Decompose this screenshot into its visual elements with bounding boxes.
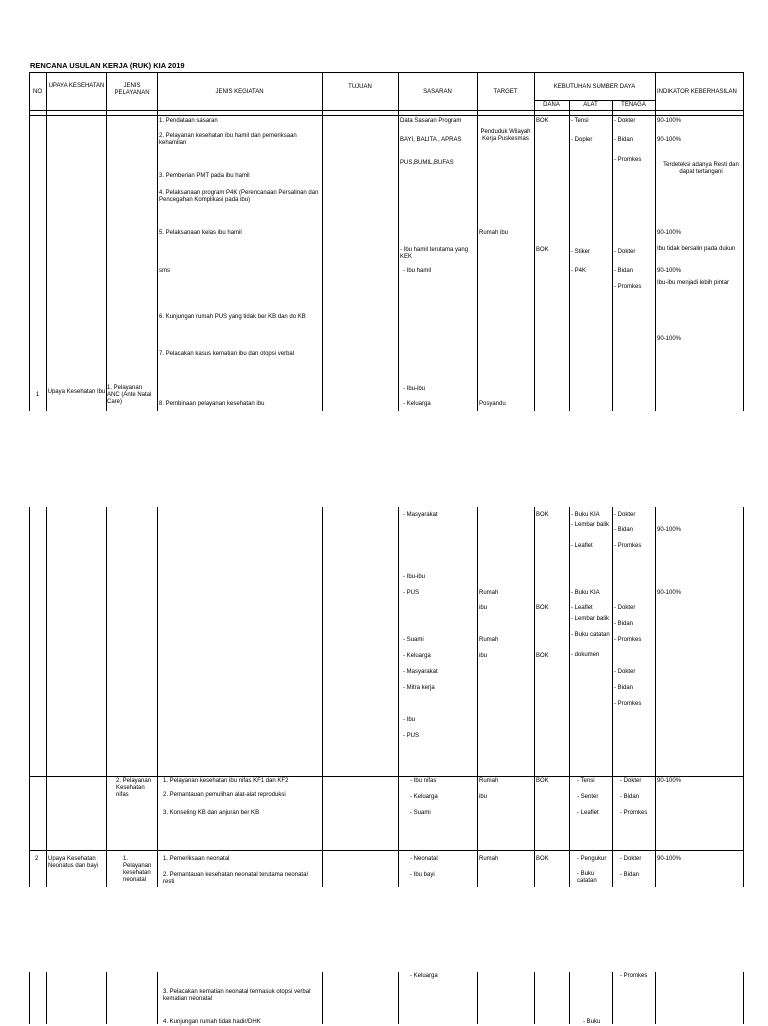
indikator-item: 90-100% bbox=[657, 118, 682, 124]
tenaga-item: - Promkes bbox=[614, 701, 642, 707]
kegiatan-item: 3. Konseling KB dan anjuran ber KB bbox=[163, 810, 260, 816]
kegiatan-item: 1. Pendataan sasaran bbox=[159, 118, 218, 124]
jenis-pelayanan: 2. Pelayanan Kesehatan nifas bbox=[116, 778, 152, 798]
tenaga-item: - Promkes bbox=[614, 284, 642, 290]
sasaran-item: - Ibu-ibu bbox=[403, 386, 426, 392]
tenaga-item: - Bidan bbox=[614, 621, 634, 627]
tenaga-item: - Bidan bbox=[614, 527, 634, 533]
alat-item: - dokumen bbox=[571, 652, 600, 658]
kegiatan-item: 2. Pelayanan kesehatan ibu hamil dan pemeriksaan kehamilan bbox=[159, 133, 297, 146]
indikator-item: Ibu-ibu menjadi lebih pintar bbox=[657, 280, 730, 286]
target-item: Penduduk Wilayah Kerja Puskesmas bbox=[480, 129, 531, 142]
kegiatan-item: 2. Pemantauan kesehatan neonatal terutama neonatal resti bbox=[163, 872, 308, 885]
upaya-kesehatan: Upaya Kesehatan Ibu bbox=[47, 389, 106, 395]
target-item: ibu bbox=[479, 653, 488, 659]
header-dana: DANA bbox=[543, 102, 560, 108]
row-no: 1 bbox=[35, 392, 40, 398]
tenaga-item: - Dokter bbox=[620, 856, 642, 862]
alat-item: - Tensi bbox=[571, 118, 589, 124]
kegiatan-item: 2. Pemantauan pemulihan alat-alat reproduksi bbox=[163, 792, 286, 798]
alat-item: - Buku KIA bbox=[571, 512, 600, 518]
alat-item: - Buku KIA bbox=[571, 590, 600, 596]
sasaran-item: BAYI, BALITA , APRAS bbox=[400, 137, 462, 143]
header-indikator-keberhasilan: INDIKATOR KEBERHASILAN bbox=[657, 89, 737, 95]
sasaran-item: - Neonatal bbox=[410, 856, 438, 862]
header-kebutuhan-sumber-daya: KEBUTUHAN SUMBER DAYA bbox=[553, 84, 636, 90]
indikator-item: 90-100% bbox=[657, 856, 682, 862]
document-title: RENCANA USULAN KERJA (RUK) KIA 2019 bbox=[30, 61, 185, 70]
tenaga-item: - Dokter bbox=[614, 249, 636, 255]
tenaga-item: - Bidan bbox=[620, 794, 640, 800]
sasaran-item: PUS,BUMIL,BUFAS bbox=[400, 160, 454, 166]
tenaga-item: - Bidan bbox=[614, 137, 634, 143]
jenis-pelayanan: 1. Pelayanan ANC (Ante Natal Care) bbox=[107, 385, 152, 405]
header-tujuan: TUJUAN bbox=[348, 84, 372, 90]
header-target: TARGET bbox=[493, 89, 518, 95]
header-tenaga: TENAGA bbox=[621, 102, 646, 108]
kegiatan-item: 3. Pelacakan kematian neonatal termasuk otopsi verbal kematian neonatal bbox=[163, 989, 311, 1002]
sasaran-item: - Ibu hamil bbox=[403, 268, 432, 274]
target-item: Posyandu bbox=[479, 401, 506, 407]
tenaga-item: - Dokter bbox=[614, 512, 636, 518]
alat-item: - Buku bbox=[583, 1019, 601, 1025]
header-jenis-kegiatan: JENIS KEGIATAN bbox=[215, 89, 264, 95]
indikator-item: 90-100% bbox=[657, 590, 682, 596]
tenaga-item: - Bidan bbox=[620, 872, 640, 878]
indikator-item: Ibu tidak bersalin pada dukun bbox=[657, 246, 736, 252]
dana-item: BOK bbox=[536, 605, 549, 611]
alat-item: - Senter bbox=[577, 794, 599, 800]
kegiatan-item: 8. Pembinaan pelayanan kesehatan ibu bbox=[159, 401, 265, 407]
alat-item: - P4K bbox=[571, 268, 587, 274]
sasaran-item: - Ibu-ibu bbox=[403, 574, 426, 580]
tenaga-item: - Promkes bbox=[614, 543, 642, 549]
alat-item: - Buku catatan bbox=[577, 871, 597, 884]
kegiatan-item: sms bbox=[159, 268, 170, 274]
indikator-item: 90-100% bbox=[657, 230, 682, 236]
target-item: Rumah ibu bbox=[479, 230, 509, 236]
dana-item: BOK bbox=[536, 512, 549, 518]
kegiatan-item: 1. Pelayanan kesehatan ibu nifas KF1 dan KF2 bbox=[163, 778, 289, 784]
alat-item: - Pengukur bbox=[577, 856, 607, 862]
sasaran-item: - Masyarakat bbox=[403, 512, 438, 518]
dana-item: BOK bbox=[536, 653, 549, 659]
row-no: 2 bbox=[35, 856, 39, 862]
header-upaya-kesehatan: UPAYA KESEHATAN bbox=[48, 83, 105, 89]
indikator-item: 90-100% bbox=[657, 778, 682, 784]
alat-item: - Dopler bbox=[571, 137, 593, 143]
target-item: Rumah bbox=[479, 590, 499, 596]
alat-item: - Leaflet bbox=[571, 543, 593, 549]
sasaran-item: - Ibu bayi bbox=[410, 872, 435, 878]
sasaran-item: - Keluarga bbox=[410, 973, 438, 979]
kegiatan-item: 6. Kunjungan rumah PUS yang tidak ber KB dan do KB bbox=[159, 314, 306, 320]
tenaga-item: - Bidan bbox=[614, 268, 634, 274]
sasaran-item: - Mitra kerja bbox=[403, 685, 435, 691]
tenaga-item: - Dokter bbox=[614, 669, 636, 675]
tenaga-item: - Bidan bbox=[614, 685, 634, 691]
alat-item: - Buku catatan bbox=[571, 632, 610, 638]
kegiatan-item: 5. Pelaksanaan kelas ibu hamil bbox=[159, 230, 242, 236]
jenis-pelayanan: 1. Pelayanan kesehatan neonatal bbox=[123, 856, 152, 883]
indikator-item: 90-100% bbox=[657, 137, 682, 143]
dana-item: BOK bbox=[536, 856, 549, 862]
header-sasaran: SASARAN bbox=[423, 89, 452, 95]
kegiatan-item: 4. Pelaksanaan program P4K (Perencanaan Persalinan dan Pencegahan Komplikasi pada ibu) bbox=[159, 190, 319, 203]
sasaran-item: - Suami bbox=[403, 637, 424, 643]
tenaga-item: - Promkes bbox=[614, 157, 642, 163]
target-item: Rumah bbox=[479, 637, 499, 643]
tenaga-item: - Dokter bbox=[614, 605, 636, 611]
alat-item: - Stiker bbox=[571, 249, 591, 255]
tenaga-item: - Promkes bbox=[620, 810, 648, 816]
dana-item: BOK bbox=[536, 118, 549, 124]
kegiatan-item: 7. Pelacakan kasus kematian ibu dan otopsi verbal bbox=[159, 351, 295, 357]
tenaga-item: - Dokter bbox=[620, 778, 642, 784]
indikator-item: Terdeteksi adanya Resti dan dapat tertangani bbox=[663, 162, 739, 175]
alat-item: - Leaflet bbox=[577, 810, 599, 816]
kegiatan-item: 3. Pemberian PMT pada ibu hamil bbox=[159, 173, 250, 179]
target-item: Rumah bbox=[479, 856, 499, 862]
tenaga-item: - Promkes bbox=[620, 973, 648, 979]
indikator-item: 90-100% bbox=[657, 336, 682, 342]
sasaran-item: Data Sasaran Program bbox=[400, 118, 462, 124]
kegiatan-item: 4. Kunjungan rumah tidak hadir/DHK bbox=[163, 1019, 261, 1025]
indikator-item: 90-100% bbox=[657, 268, 682, 274]
kegiatan-item: 1. Pemeriksaan neonatal bbox=[163, 856, 230, 862]
tenaga-item: - Promkes bbox=[614, 637, 642, 643]
sasaran-item: - PUS bbox=[403, 590, 420, 596]
dana-item: BOK bbox=[536, 247, 549, 253]
sasaran-item: - Ibu bbox=[403, 717, 416, 723]
sasaran-item: - Suami bbox=[410, 810, 431, 816]
sasaran-item: - PUS bbox=[403, 733, 420, 739]
sasaran-item: - Masyarakat bbox=[403, 669, 438, 675]
sasaran-item: - Keluarga bbox=[410, 794, 438, 800]
alat-item: - Lembar balik bbox=[571, 522, 610, 528]
sasaran-item: - Keluarga bbox=[403, 653, 431, 659]
alat-item: - Leaflet bbox=[571, 605, 593, 611]
header-no: NO bbox=[33, 89, 42, 95]
alat-item: - Lembar balik bbox=[571, 616, 610, 622]
target-item: Rumah bbox=[479, 778, 499, 784]
target-item: ibu bbox=[479, 605, 488, 611]
indikator-item: 90-100% bbox=[657, 527, 682, 533]
header-alat: ALAT bbox=[583, 102, 598, 108]
dana-item: BOK bbox=[536, 778, 549, 784]
header-jenis-pelayanan: JENIS PELAYANAN bbox=[114, 83, 150, 96]
upaya-kesehatan: Upaya Kesehatan Neonatus dan bayi bbox=[48, 856, 99, 869]
tenaga-item: - Dokter bbox=[614, 118, 636, 124]
sasaran-item: - Ibu nifas bbox=[410, 778, 437, 784]
alat-item: - Tensi bbox=[577, 778, 595, 784]
target-item: ibu bbox=[479, 794, 488, 800]
sasaran-item: - Keluarga bbox=[403, 401, 431, 407]
sasaran-item: - Ibu hamil terutama yang KEK bbox=[400, 247, 469, 260]
